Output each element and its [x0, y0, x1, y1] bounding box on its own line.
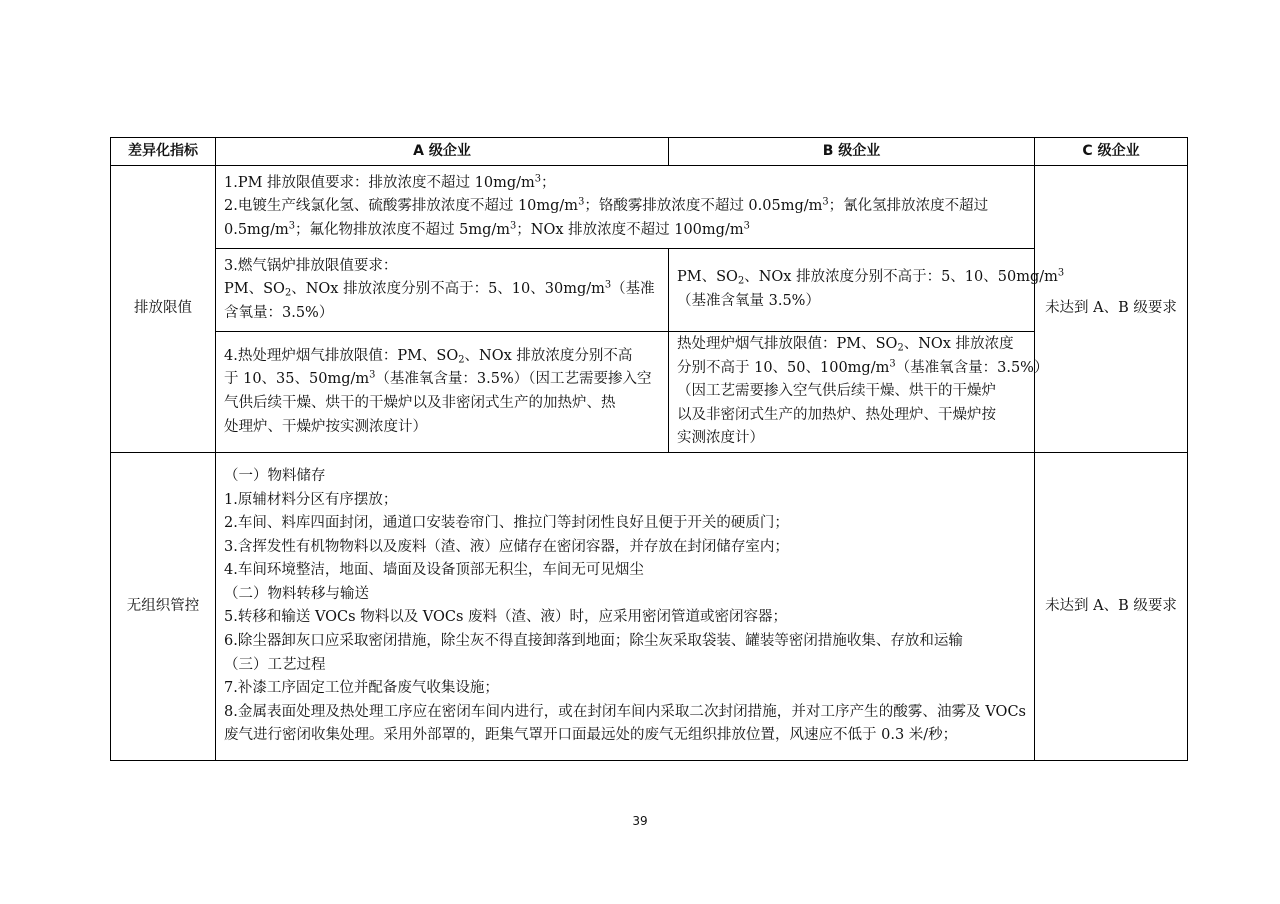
text-line: 5.转移和输送 VOCs 物料以及 VOCs 废料（渣、液）时，应采用密闭管道或密闭容器；	[224, 609, 788, 626]
differentiation-table	[110, 137, 1188, 761]
furnace-b-cell	[669, 332, 1049, 453]
text-line: 4.热处理炉烟气排放限值：PM、$SO_2$、NOx 排放浓度分别不高	[224, 347, 633, 366]
header-a-grade: A 级企业	[216, 138, 669, 166]
unorganized-c-grade: 未达到 A、B 级要求	[1035, 452, 1188, 760]
text-line: 热处理炉烟气排放限值：PM、$SO_2$、NOx 排放浓度	[677, 336, 1014, 354]
text-line: 含氧量：3.5%）	[224, 304, 334, 321]
text-line: $0.5mg/m^3$；氟化物排放浓度不超过 $5mg/m^3$；NOx 排放浓度不超过 $100mg/m^3$	[224, 220, 750, 238]
table-row	[111, 166, 1188, 249]
text-line: 处理炉、干燥炉按实测浓度计）	[224, 418, 427, 435]
text-line: 2.电镀生产线氯化氢、硫酸雾排放浓度不超过 $10mg/m^3$；铬酸雾排放浓度不超过 $0.05mg/m^3$；氰化氢排放浓度不超过	[224, 196, 989, 215]
text-line: 气供后续干燥、烘干的干燥炉以及非密闭式生产的加热炉、热	[224, 394, 616, 411]
text-line: （二）物料转移与输送	[224, 585, 369, 602]
emission-c-grade: 未达到 A、B 级要求	[1035, 166, 1188, 453]
text-line: 于 10、35、$50mg/m^3$（基准氧含量：3.5%）（因工艺需要掺入空	[224, 369, 652, 388]
text-line: PM、$SO_2$、NOx 排放浓度分别不高于：5、10、$30mg/m^3$（基准	[224, 279, 655, 299]
table-row	[111, 452, 1188, 760]
unorganized-control-cell	[216, 452, 1035, 760]
text-line: （一）物料储存	[224, 467, 326, 484]
text-line: PM、$SO_2$、NOx 排放浓度分别不高于：5、10、$50mg/m^3$	[677, 267, 1065, 287]
boiler-b-cell	[669, 249, 1065, 332]
text-line: 1.原辅材料分区有序摆放；	[224, 491, 398, 508]
emission-limit-label: 排放限值	[111, 166, 216, 453]
table-row	[111, 332, 1188, 453]
text-line: 4.车间环境整洁，地面、墙面及设备顶部无积尘，车间无可见烟尘	[224, 562, 644, 579]
text-line: （三）工艺过程	[224, 656, 326, 673]
header-b-grade: B 级企业	[669, 138, 1035, 166]
table-row	[111, 249, 1188, 332]
furnace-a-cell	[216, 332, 669, 453]
header-c-grade: C 级企业	[1035, 138, 1188, 166]
unorganized-control-label: 无组织管控	[111, 452, 216, 760]
text-line: 分别不高于 10、50、$100mg/m^3$（基准氧含量：3.5%）	[677, 358, 1049, 376]
text-line: （因工艺需要掺入空气供后续干燥、烘干的干燥炉	[677, 383, 996, 400]
page-number: 39	[632, 814, 648, 828]
text-line: 以及非密闭式生产的加热炉、热处理炉、干燥炉按	[677, 406, 996, 423]
header-indicator: 差异化指标	[111, 138, 216, 166]
text-line: 1.PM 排放限值要求：排放浓度不超过 $10mg/m^3$；	[224, 173, 556, 191]
text-line: 实测浓度计）	[677, 430, 764, 447]
text-paragraph: 8.金属表面处理及热处理工序应在密闭车间内进行，或在封闭车间内采取二次封闭措施，并对工序产生的酸雾、油雾及 VOCs 废气进行密闭收集处理。采用外部罩的，距集气罩开口面最远处的废气无组织排放位置，风速应不低于 0.3 米/秒；	[224, 703, 1026, 744]
boiler-a-cell	[216, 249, 669, 332]
text-line: 3.含挥发性有机物物料以及废料（渣、液）应储存在密闭容器，并存放在封闭储存室内；	[224, 538, 789, 555]
text-line: 3.燃气锅炉排放限值要求：	[224, 257, 398, 274]
text-line: 6.除尘器卸灰口应采取密闭措施，除尘灰不得直接卸落到地面；除尘灰采取袋装、罐装等密闭措施收集、存放和运输	[224, 633, 963, 650]
table-header-row	[111, 138, 1188, 166]
emission-general-cell	[216, 166, 1035, 249]
text-line: （基准含氧量 3.5%）	[677, 293, 820, 309]
text-line: 2.车间、料库四面封闭，通道口安装卷帘门、推拉门等封闭性良好且便于开关的硬质门；	[224, 515, 789, 532]
text-line: 7.补漆工序固定工位并配备废气收集设施；	[224, 680, 499, 697]
